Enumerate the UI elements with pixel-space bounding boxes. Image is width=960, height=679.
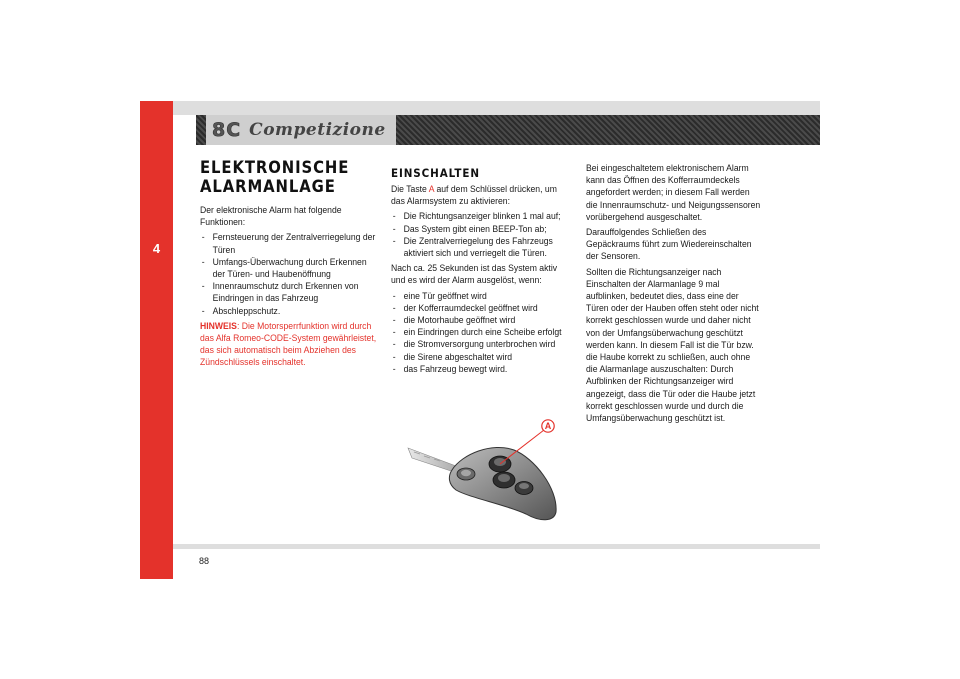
trigger-intro: Nach ca. 25 Sekunden ist das System aktiv und es wird der Alarm ausgelöst, wenn: bbox=[391, 263, 558, 287]
logo-model: 8C bbox=[212, 119, 242, 141]
activation-list bbox=[391, 211, 567, 260]
list-item: - Abschleppschutz. bbox=[200, 306, 376, 318]
list-item: - Die Richtungsanzeiger blinken 1 mal auf; bbox=[391, 211, 567, 223]
list-item: - ein Eindringen durch eine Scheibe erfolgt bbox=[391, 327, 567, 339]
chapter-number: 4 bbox=[152, 241, 161, 256]
chapter-tab bbox=[140, 101, 173, 579]
logo-script: Competizione bbox=[249, 120, 386, 140]
list-item: - eine Tür geöffnet wird bbox=[391, 291, 567, 303]
column-notes bbox=[586, 163, 762, 428]
footer-band bbox=[173, 544, 820, 549]
list-item: - der Kofferraumdeckel geöffnet wird bbox=[391, 303, 567, 315]
brand-logo bbox=[206, 115, 396, 145]
trigger-list bbox=[391, 291, 567, 376]
list-item: - Fernsteuerung der Zentralverriegelung der Türen bbox=[200, 232, 376, 256]
paragraph: Bei eingeschaltetem elektronischem Alarm kann das Öffnen des Kofferraumdeckels angefordert werden; in diesem Fall werden die Innenraumschutz- und Neigungssensoren vorübergehend ausgeschaltet. bbox=[586, 163, 761, 223]
list-item: - das Fahrzeug bewegt wird. bbox=[391, 364, 567, 376]
list-item: - Umfangs-Überwachung durch Erkennen der Türen- und Haubenöffnung bbox=[200, 257, 376, 281]
list-item: - die Sirene abgeschaltet wird bbox=[391, 352, 567, 364]
page-number: 88 bbox=[199, 556, 210, 566]
column-alarm-intro bbox=[200, 158, 376, 373]
activation-intro: Die Taste A auf dem Schlüssel drücken, um das Alarmsystem zu aktivieren: bbox=[391, 184, 557, 208]
subsection-title: EINSCHALTEN bbox=[391, 166, 480, 180]
column-activation bbox=[391, 166, 567, 379]
callout-a-label: A bbox=[544, 421, 552, 432]
key-reference: A bbox=[428, 184, 435, 195]
list-item: - Das System gibt einen BEEP-Ton ab; bbox=[391, 224, 567, 236]
header-band bbox=[173, 101, 820, 115]
note-text: HINWEIS: Die Motorsperrfunktion wird durch das Alfa Romeo-CODE-System gewährleistet, das sich automatisch beim Abziehen des Zündschlüssels einschaltet. bbox=[200, 320, 377, 369]
note-label: HINWEIS bbox=[200, 320, 237, 332]
intro-text: Der elektronische Alarm hat folgende Funktionen: bbox=[200, 205, 342, 229]
section-title: ELEKTRONISCHE ALARMANLAGE bbox=[200, 158, 350, 196]
list-item: - die Stromversorgung unterbrochen wird bbox=[391, 339, 567, 351]
paragraph: Darauffolgendes Schließen des Gepäckraums führt zum Wiedereinschalten der Sensoren. bbox=[586, 227, 752, 263]
list-item: - Die Zentralverriegelung des Fahrzeugs aktiviert sich und verriegelt die Türen. bbox=[391, 236, 567, 260]
function-list bbox=[200, 232, 376, 317]
list-item: - Innenraumschutz durch Erkennen von Eindringen in das Fahrzeug bbox=[200, 281, 376, 305]
list-item: - die Motorhaube geöffnet wird bbox=[391, 315, 567, 327]
key-fob-illustration bbox=[400, 418, 560, 526]
paragraph: Sollten die Richtungsanzeiger nach Einschalten der Alarmanlage 9 mal aufblinken, bedeutet dies, dass eine der Türen oder der Hauben offen steht oder nicht korrekt geschlossen wurde und daher nicht von der Umfangsüberwachung geschützt werden kann. In diesem Fall ist die Tür bzw. die Haube korrekt zu schließen, auch ohne die Alarmanlage auszuschalten: Durch Aufblinken der Richtungsanzeiger wird angezeigt, dass die Tür oder die Haube jetzt korrekt geschlossen wurde und durch die Umfangsüberwachung geschützt ist. bbox=[586, 266, 759, 425]
